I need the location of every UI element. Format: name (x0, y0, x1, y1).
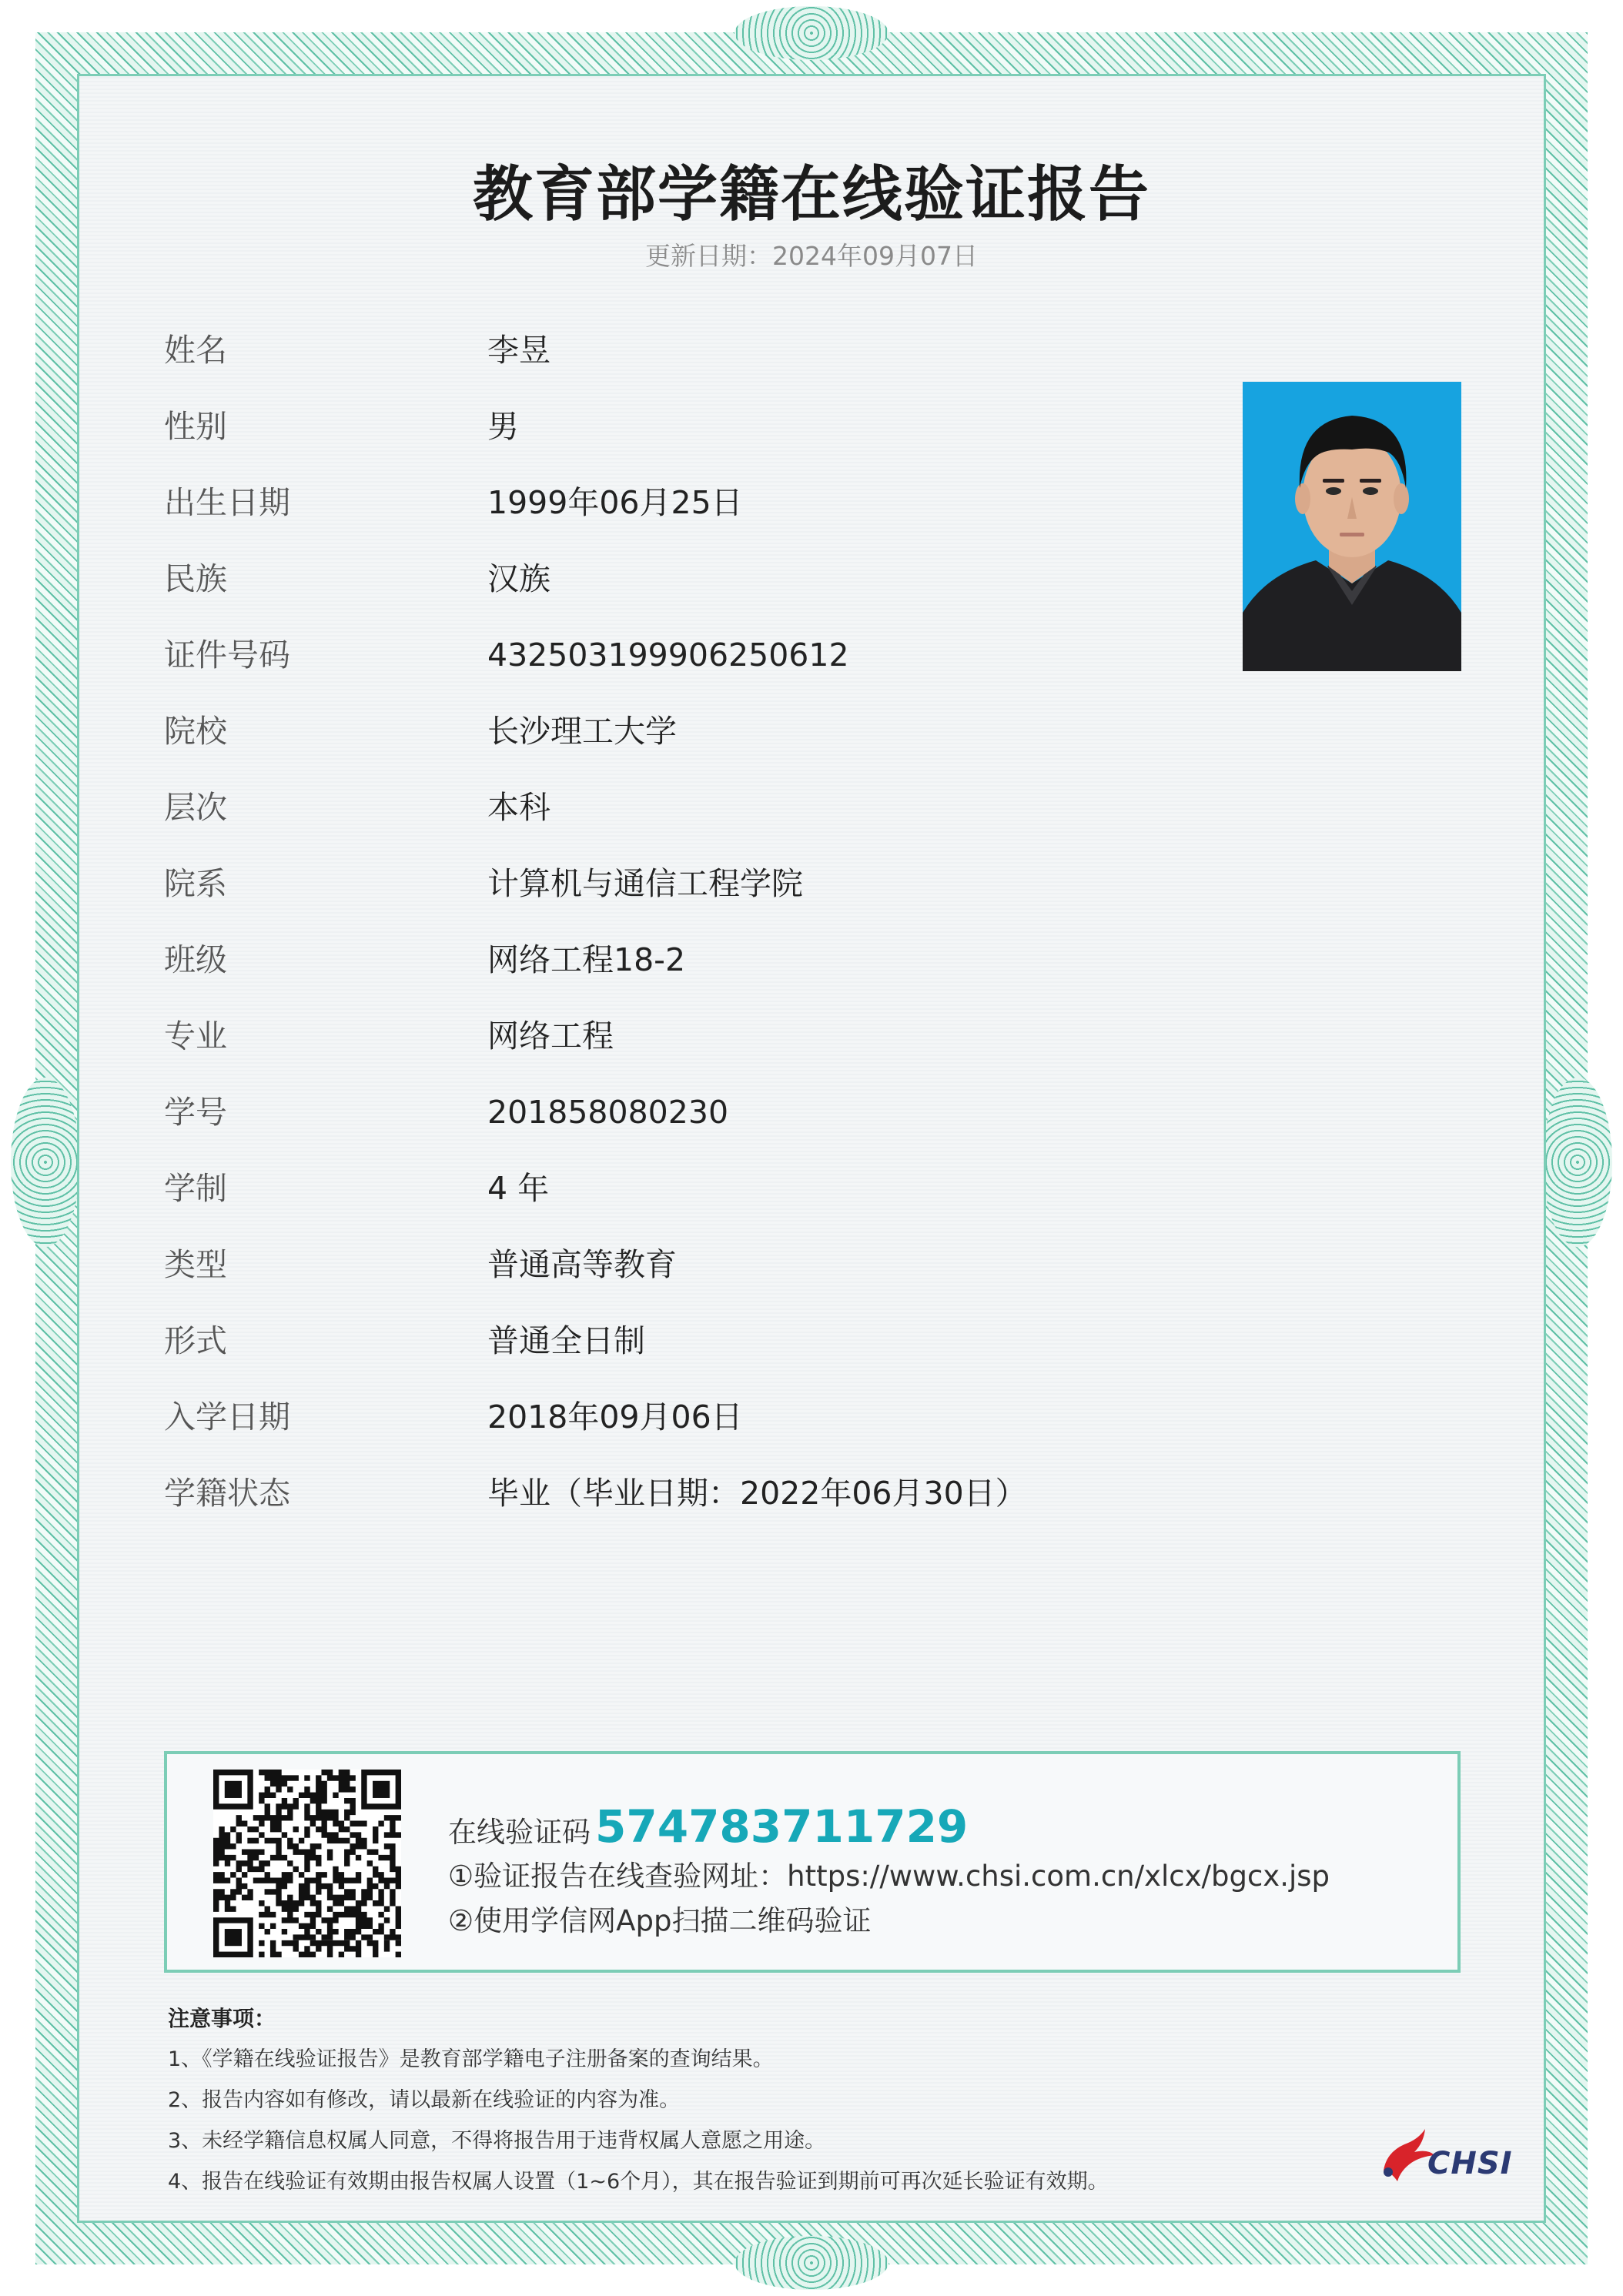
field-value: 长沙理工大学 (487, 713, 677, 750)
info-row-status (164, 1470, 1242, 1546)
info-row-id-number (164, 632, 1242, 708)
field-label: 班级 (164, 941, 227, 978)
note-item: 4、报告在线验证有效期由报告权属人设置（1~6个月），其在报告验证到期前可再次延长验证有效期。 (168, 2170, 1109, 2194)
verification-app-line: ②使用学信网App扫描二维码验证 (448, 1904, 872, 1937)
field-value: 网络工程18-2 (487, 941, 686, 978)
field-label: 学籍状态 (164, 1475, 290, 1512)
field-value: 男 (487, 408, 519, 445)
field-label: 院系 (164, 865, 227, 902)
qr-code-icon[interactable] (213, 1770, 401, 1957)
field-value: 普通高等教育 (487, 1246, 677, 1283)
field-label: 入学日期 (164, 1399, 290, 1435)
info-row-name (164, 327, 1242, 403)
notes-title: 注意事项： (168, 2006, 276, 2031)
info-row-gender (164, 403, 1242, 480)
info-row-duration (164, 1165, 1242, 1242)
field-value: 普通全日制 (487, 1322, 645, 1359)
update-date: 更新日期：2024年09月07日 (645, 241, 978, 271)
info-row-form (164, 1318, 1242, 1394)
field-label: 层次 (164, 789, 227, 826)
student-photo (1243, 382, 1461, 671)
info-row-enrollment-date (164, 1394, 1242, 1470)
verification-code: 574783711729 (595, 1800, 969, 1853)
info-row-birth-date (164, 480, 1242, 556)
info-row-school (164, 708, 1242, 784)
info-row-ethnicity (164, 556, 1242, 632)
field-value: 1999年06月25日 (487, 484, 743, 521)
note-item: 3、未经学籍信息权属人同意，不得将报告用于违背权属人意愿之用途。 (168, 2129, 826, 2153)
field-label: 形式 (164, 1322, 227, 1359)
info-row-student-number (164, 1089, 1242, 1165)
note-item: 1、《学籍在线验证报告》是教育部学籍电子注册备案的查询结果。 (168, 2047, 774, 2071)
notes-section (168, 1999, 1109, 2202)
field-value: 2018年09月06日 (487, 1399, 743, 1435)
student-info-list (164, 327, 1242, 1546)
verification-panel (164, 1751, 1461, 1973)
field-value: 201858080230 (487, 1094, 729, 1131)
field-value: 毕业（毕业日期：2022年06月30日） (487, 1475, 1027, 1512)
field-label: 性别 (164, 408, 227, 445)
field-value: 汉族 (487, 560, 550, 597)
portrait-silhouette-icon (1243, 382, 1461, 671)
info-row-level (164, 784, 1242, 861)
border-ornament-right (1543, 1078, 1612, 1247)
border-ornament-top (735, 6, 888, 60)
verification-code-label: 在线验证码 (448, 1816, 591, 1849)
field-label: 专业 (164, 1018, 227, 1054)
field-label: 类型 (164, 1246, 227, 1283)
info-row-type (164, 1242, 1242, 1318)
field-label: 院校 (164, 713, 227, 750)
field-value: 本科 (487, 789, 550, 826)
verification-url-line[interactable]: ①验证报告在线查验网址：https://www.chsi.com.cn/xlcx/bgcx.jsp (448, 1860, 1330, 1893)
field-label: 证件号码 (164, 637, 290, 673)
field-value: 网络工程 (487, 1018, 614, 1054)
info-row-class (164, 937, 1242, 1013)
field-label: 出生日期 (164, 484, 290, 521)
qr-code-graphic (213, 1770, 401, 1957)
field-label: 民族 (164, 560, 227, 597)
field-label: 学制 (164, 1170, 227, 1207)
field-value: 李昱 (487, 332, 550, 369)
border-ornament-bottom (735, 2236, 888, 2290)
verification-code-row (448, 1800, 968, 1853)
report-title: 教育部学籍在线验证报告 (472, 160, 1150, 229)
border-ornament-left (11, 1078, 80, 1247)
field-value: 4 年 (487, 1170, 550, 1207)
note-item: 2、报告内容如有修改，请以最新在线验证的内容为准。 (168, 2088, 681, 2112)
field-value: 432503199906250612 (487, 637, 849, 673)
field-value: 计算机与通信工程学院 (487, 865, 803, 902)
info-row-department (164, 861, 1242, 937)
field-label: 姓名 (164, 332, 227, 369)
field-label: 学号 (164, 1094, 227, 1131)
info-row-major (164, 1013, 1242, 1089)
chsi-logo-text: CHSI (1427, 2146, 1513, 2181)
